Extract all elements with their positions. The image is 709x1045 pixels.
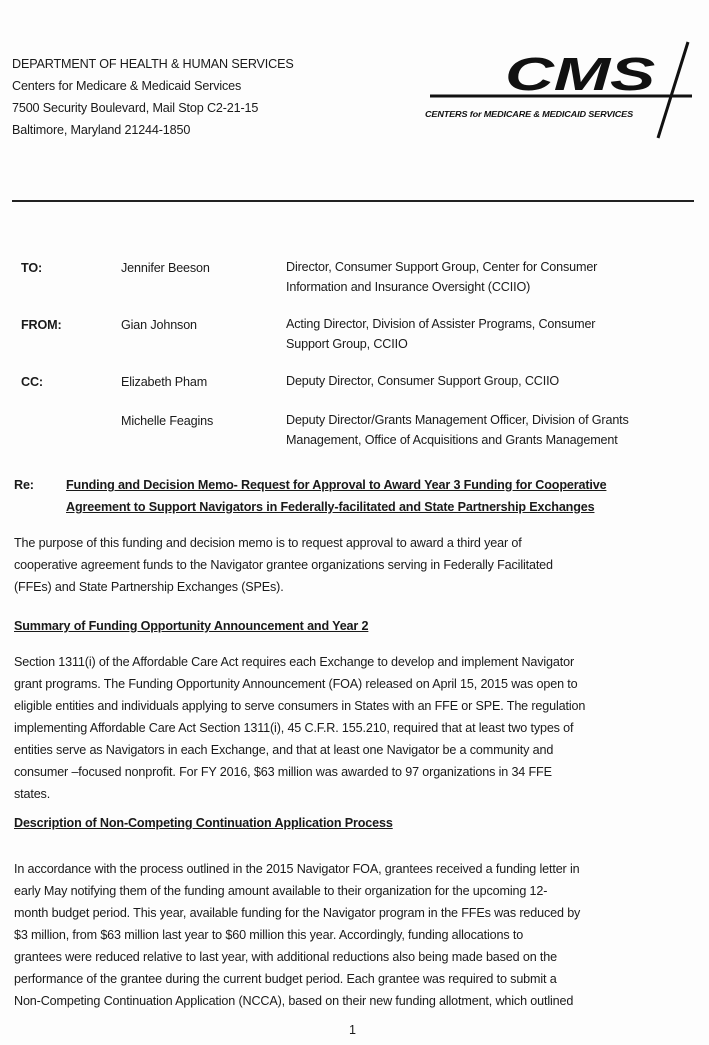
re-label: Re: [14, 478, 34, 492]
letterhead-line: Baltimore, Maryland 21244-1850 [12, 123, 191, 137]
letterhead-line: 7500 Security Boulevard, Mail Stop C2-21-15 [12, 101, 259, 115]
section-heading-summary: Summary of Funding Opportunity Announcement and Year 2 [14, 619, 369, 633]
cc-title: Deputy Director, Consumer Support Group, CCIIO [286, 374, 560, 388]
section-heading-description: Description of Non-Competing Continuation Application Process [14, 816, 393, 830]
to-name: Jennifer Beeson [121, 261, 210, 275]
letterhead-line: DEPARTMENT OF HEALTH & HUMAN SERVICES [12, 57, 294, 71]
purpose-paragraph: The purpose of this funding and decision memo is to request approval to award a third year of cooperative agreement funds to the Navigator grantee organizations serving in Federally Facilitated (FFEs) and State Partnership Exchanges (SPEs). [14, 536, 553, 594]
from-name: Gian Johnson [121, 318, 197, 332]
to-title: Director, Consumer Support Group, Center for Consumer Information and Insurance Oversight (CCIIO) [286, 260, 598, 294]
cc2-title: Deputy Director/Grants Management Officer, Division of Grants Management, Office of Acquisitions and Grants Management [286, 413, 629, 447]
cms-logo [420, 40, 700, 140]
header-divider [12, 200, 694, 202]
re-subject: Funding and Decision Memo- Request for Approval to Award Year 3 Funding for Cooperative Agreement to Support Navigators in Federally-facilitated and State Partnership Exchanges [66, 478, 607, 514]
svg-text:CENTERS for MEDICARE & MEDICAI: CENTERS for MEDICARE & MEDICAID SERVICES [425, 110, 634, 119]
letterhead-address [12, 53, 294, 141]
to-label: TO: [21, 261, 43, 275]
page-number: 1 [349, 1023, 356, 1037]
from-title: Acting Director, Division of Assister Programs, Consumer Support Group, CCIIO [286, 317, 596, 351]
cc-label: CC: [21, 375, 43, 389]
letterhead-line: Centers for Medicare & Medicaid Services [12, 79, 242, 93]
description-paragraph: In accordance with the process outlined in the 2015 Navigator FOA, grantees received a funding letter in early May notifying them of the funding amount available to their organization for the upcoming 12- month budget period. This year, available funding for the Navigator program in the FFEs was reduced by $3 million, from $63 million last year to $60 million this year. Accordingly, funding allocations to grantees were reduced relative to last year, with additional reductions also being made based on the performance of the grantee during the current budget period. Each grantee was required to submit a Non-Competing Continuation Application (NCCA), based on their new funding allotment, which outlined [14, 862, 581, 1008]
summary-paragraph: Section 1311(i) of the Affordable Care Act requires each Exchange to develop and implement Navigator grant programs. The Funding Opportunity Announcement (FOA) released on April 15, 2015 was open to eligible entities and individuals applying to serve consumers in States with an FFE or SPE. The regulation implementing Affordable Care Act Section 1311(i), 45 C.F.R. 155.210, required that at least two types of entities serve as Navigators in each Exchange, and that at least one Navigator be a community and consumer –focused nonprofit. For FY 2016, $63 million was awarded to 97 organizations in 34 FFE states. [14, 655, 586, 801]
cc-name: Elizabeth Pham [121, 375, 208, 389]
cc2-name: Michelle Feagins [121, 414, 214, 428]
svg-text:CMS: CMS [505, 48, 656, 100]
from-label: FROM: [21, 318, 62, 332]
